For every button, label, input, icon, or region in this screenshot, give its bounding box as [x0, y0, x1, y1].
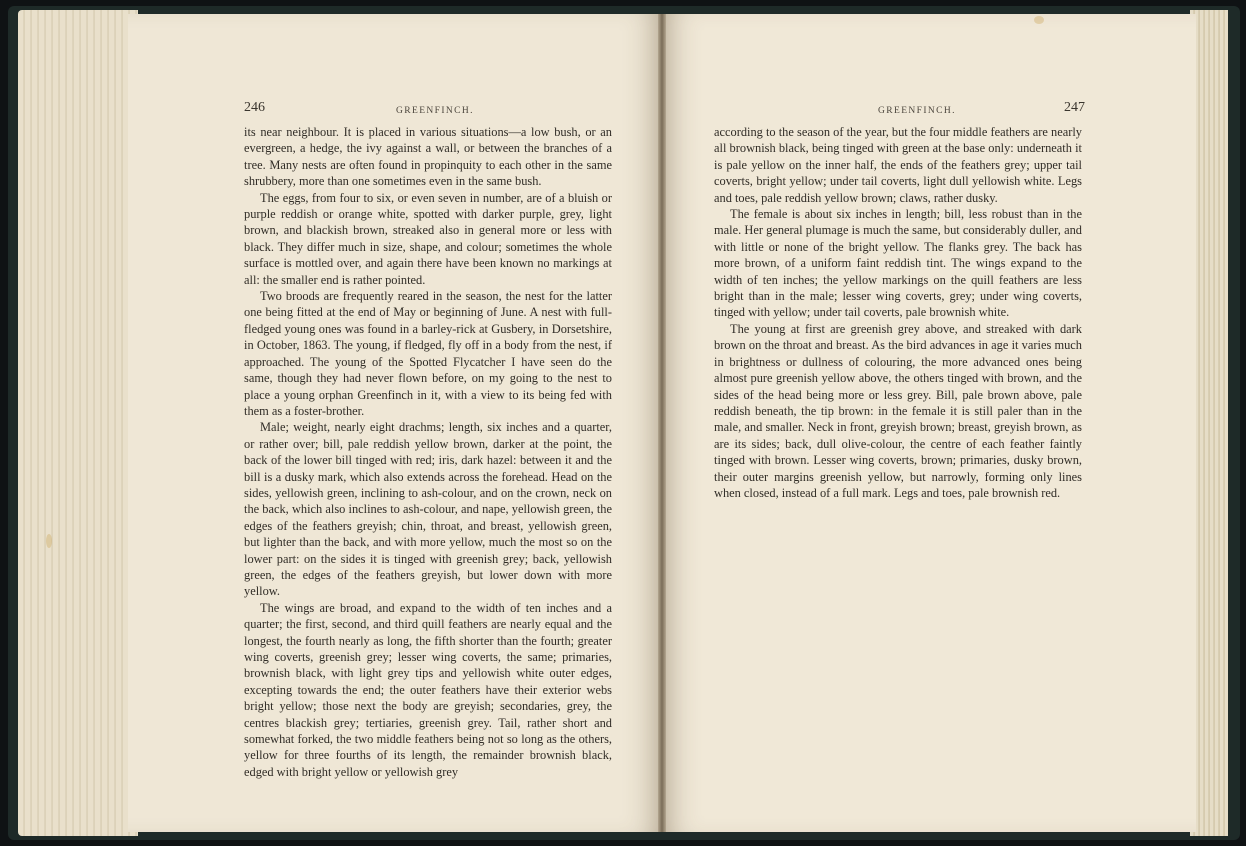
paragraph: The female is about six inches in length; bill, less robust than in the male. Her general plumage is much the same, but considerably duller, and with little or none of the bright yellow. The flanks grey. The back has more brown, of a uniform faint reddish tint. The wings expand to the width of ten inches; the yellow markings on the quill feathers are less bright than in the male; lesser wing coverts, grey; under wing coverts, tinged with yellow; under tail coverts, pale brownish white.	[714, 207, 1082, 320]
page-body	[714, 124, 1082, 501]
book-gutter	[658, 14, 666, 832]
left-page	[128, 14, 662, 832]
page-edges-left	[18, 10, 138, 836]
paragraph: The wings are broad, and expand to the width of ten inches and a quarter; the first, second, and third quill feathers are nearly equal and the longest, the fourth nearly as long, the fifth shorter than the fourth; greater wing coverts, greenish grey; lesser wing coverts, the same; primaries, brownish black, with light grey tips and yellowish white outer edges, excepting towards the end; the outer feathers have their exterior webs bright yellow; those next the body are greyish; secondaries, grey, the centres blackish grey; tertiaries, greenish grey. Tail, rather short and somewhat forked, the two middle feathers being not so long as the others, yellow for three fourths of its length, the remainder brownish black, edged with bright yellow or yellowish grey	[244, 600, 612, 779]
paragraph: Two broods are frequently reared in the season, the nest for the latter one being fitted at the end of May or beginning of June. A nest with full-fledged young ones was found in a barley-rick at Gusbery, in Dorsetshire, in October, 1863. The young, if fledged, fly off in a body from the nest, if approached. The young of the Spotted Flycatcher I have seen do the same, though they had never flown before, on my going to the nest to place a young orphan Greenfinch in it, with a view to its being fed with them as a foster-brother.	[244, 289, 612, 418]
running-head: GREENFINCH.	[878, 106, 956, 116]
paragraph: Male; weight, nearly eight drachms; length, six inches and a quarter, or rather over; bill, pale reddish yellow brown, darker at the point, the back of the lower bill tinged with red; iris, dark hazel: between it and the bill is a dusky mark, which also extends across the forehead. Head on the sides, yellowish green, inclining to ash-colour, and on the crown, neck on the back, which also inclines to ash-colour, and nape, yellowish green, the edges of the feathers greyish; chin, throat, and breast, yellowish green, but lighter than the back, and with more yellow, much the most so on the lower part: on the sides it is tinged with greenish grey; back, yellowish green, the edges of the feathers greyish, but lower down with more yellow.	[244, 420, 612, 599]
stain-mark	[46, 534, 52, 548]
stain-mark	[1034, 16, 1044, 24]
running-head: GREENFINCH.	[396, 106, 474, 116]
paragraph: The eggs, from four to six, or even seven in number, are of a bluish or purple reddish or orange white, spotted with darker purple, grey, light brown, and blackish brown, streaked also in general more or less with black. They differ much in size, shape, and colour; sometimes the whole surface is mottled over, and again there have been known no markings at all: the smaller end is rather pointed.	[244, 190, 612, 287]
page-number: 247	[1064, 100, 1085, 115]
paragraph: its near neighbour. It is placed in various situations—a low bush, or an evergreen, a hedge, the ivy against a wall, or between the branches of a tree. Many nests are often found in propinquity to each other in the same shrubbery, more than one sometimes even in the same bush.	[244, 125, 612, 189]
right-page	[662, 14, 1196, 832]
paragraph: The young at first are greenish grey above, and streaked with dark brown on the throat and breast. As the bird advances in age it varies much in brightness or dullness of colouring, the more advanced ones being almost pure greenish yellow above, the others tinged with brown, and the sides of the head being more or less grey. Bill, pale brown above, pale reddish beneath, the tip brown: in the female it is still paler than in the male, and smaller. Neck in front, greyish brown; breast, greyish brown, as are its sides; back, dull olive-colour, the centre of each feather faintly tinged with brown. Lesser wing coverts, brown; primaries, dusky brown, their outer margins greenish yellow, but narrowly, forming only lines when closed, instead of a full mark. Legs and toes, pale brownish red.	[714, 321, 1082, 500]
page-body	[244, 124, 612, 780]
paragraph: according to the season of the year, but the four middle feathers are nearly all brownish black, being tinged with green at the base only: underneath it is pale yellow on the inner half, the ends of the feathers grey; upper tail coverts, bright yellow; under tail coverts, light dull yellowish white. Legs and toes, pale reddish yellow brown; claws, rather dusky.	[714, 125, 1082, 205]
page-number: 246	[244, 100, 265, 115]
